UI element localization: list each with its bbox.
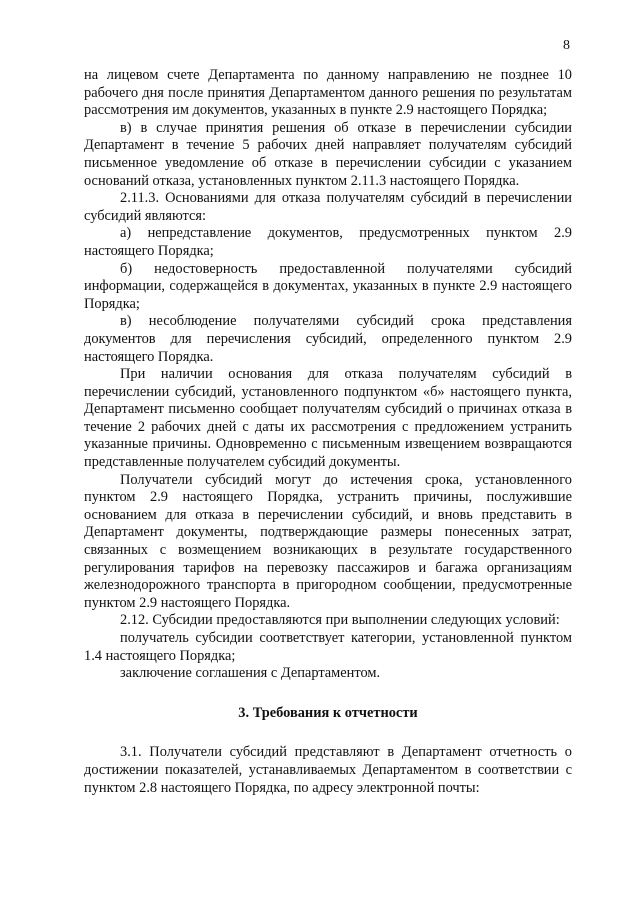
section-title: 3. Требования к отчетности bbox=[238, 704, 418, 721]
paragraph: 2.12. Субсидии предоставляются при выполнении следующих условий: bbox=[120, 612, 560, 629]
paragraph: в) несоблюдение получателями субсидий срока представления документов для перечисления субсидий, определенного пунктом 2.9 настоящего Порядка. bbox=[84, 313, 572, 365]
paragraph: заключение соглашения с Департаментом. bbox=[120, 665, 381, 682]
paragraph: в) в случае принятия решения об отказе в перечислении субсидии Департамент в течение 5 рабочих дней направляет получателям субсидий письменное уведомление об отказе в перечислении субсидии с указанием оснований отказа, установленных пунктом 2.11.3 настоящего Порядка. bbox=[84, 119, 572, 189]
paragraph: 2.11.3. Основаниями для отказа получателям субсидий в перечислении субсидий являются: bbox=[84, 190, 572, 224]
page-number: 8 bbox=[563, 38, 570, 53]
paragraph: получатель субсидии соответствует категории, установленной пунктом 1.4 настоящего Порядка; bbox=[84, 630, 572, 664]
paragraph: Получатели субсидий могут до истечения срока, установленного пунктом 2.9 настоящего Порядка, устранить причины, послужившие основанием для отказа в перечислении субсидий, и вновь представить в Департамент документы, подтверждающие размеры понесенных затрат, связанных с возмещением возникающих в результате государственного регулирования тарифов на перевозку пассажиров и багажа организациям железнодорожного транспорта в пригородном сообщении, предусмотренные пунктом 2.9 настоящего Порядка. bbox=[84, 471, 572, 611]
paragraph: б) недостоверность предоставленной получателями субсидий информации, содержащейся в документах, указанных в пункте 2.9 настоящего Порядка; bbox=[84, 260, 572, 312]
paragraph: а) непредставление документов, предусмотренных пунктом 2.9 настоящего Порядка; bbox=[84, 225, 572, 259]
paragraph: на лицевом счете Департамента по данному направлению не позднее 10 рабочего дня после принятия Департаментом данного решения по результатам рассмотрения им документов, указанных в пункте 2.9 настоящего Порядка; bbox=[84, 67, 572, 119]
document-body bbox=[84, 67, 572, 797]
paragraph: При наличии основания для отказа получателям субсидий в перечислении субсидий, установленного подпунктом «б» настоящего пункта, Департамент письменно сообщает получателям субсидий о причинах отказа в течение 2 рабочих дней с даты их рассмотрения с предложением устранить указанные причины. Одновременно с письменным извещением возвращаются представленные получателем субсидий документы. bbox=[84, 366, 572, 471]
paragraph: 3.1. Получатели субсидий представляют в Департамент отчетность о достижении показателей, устанавливаемых Департаментом в соответствии с пунктом 2.8 настоящего Порядка, по адресу электронной почты: bbox=[84, 744, 572, 796]
